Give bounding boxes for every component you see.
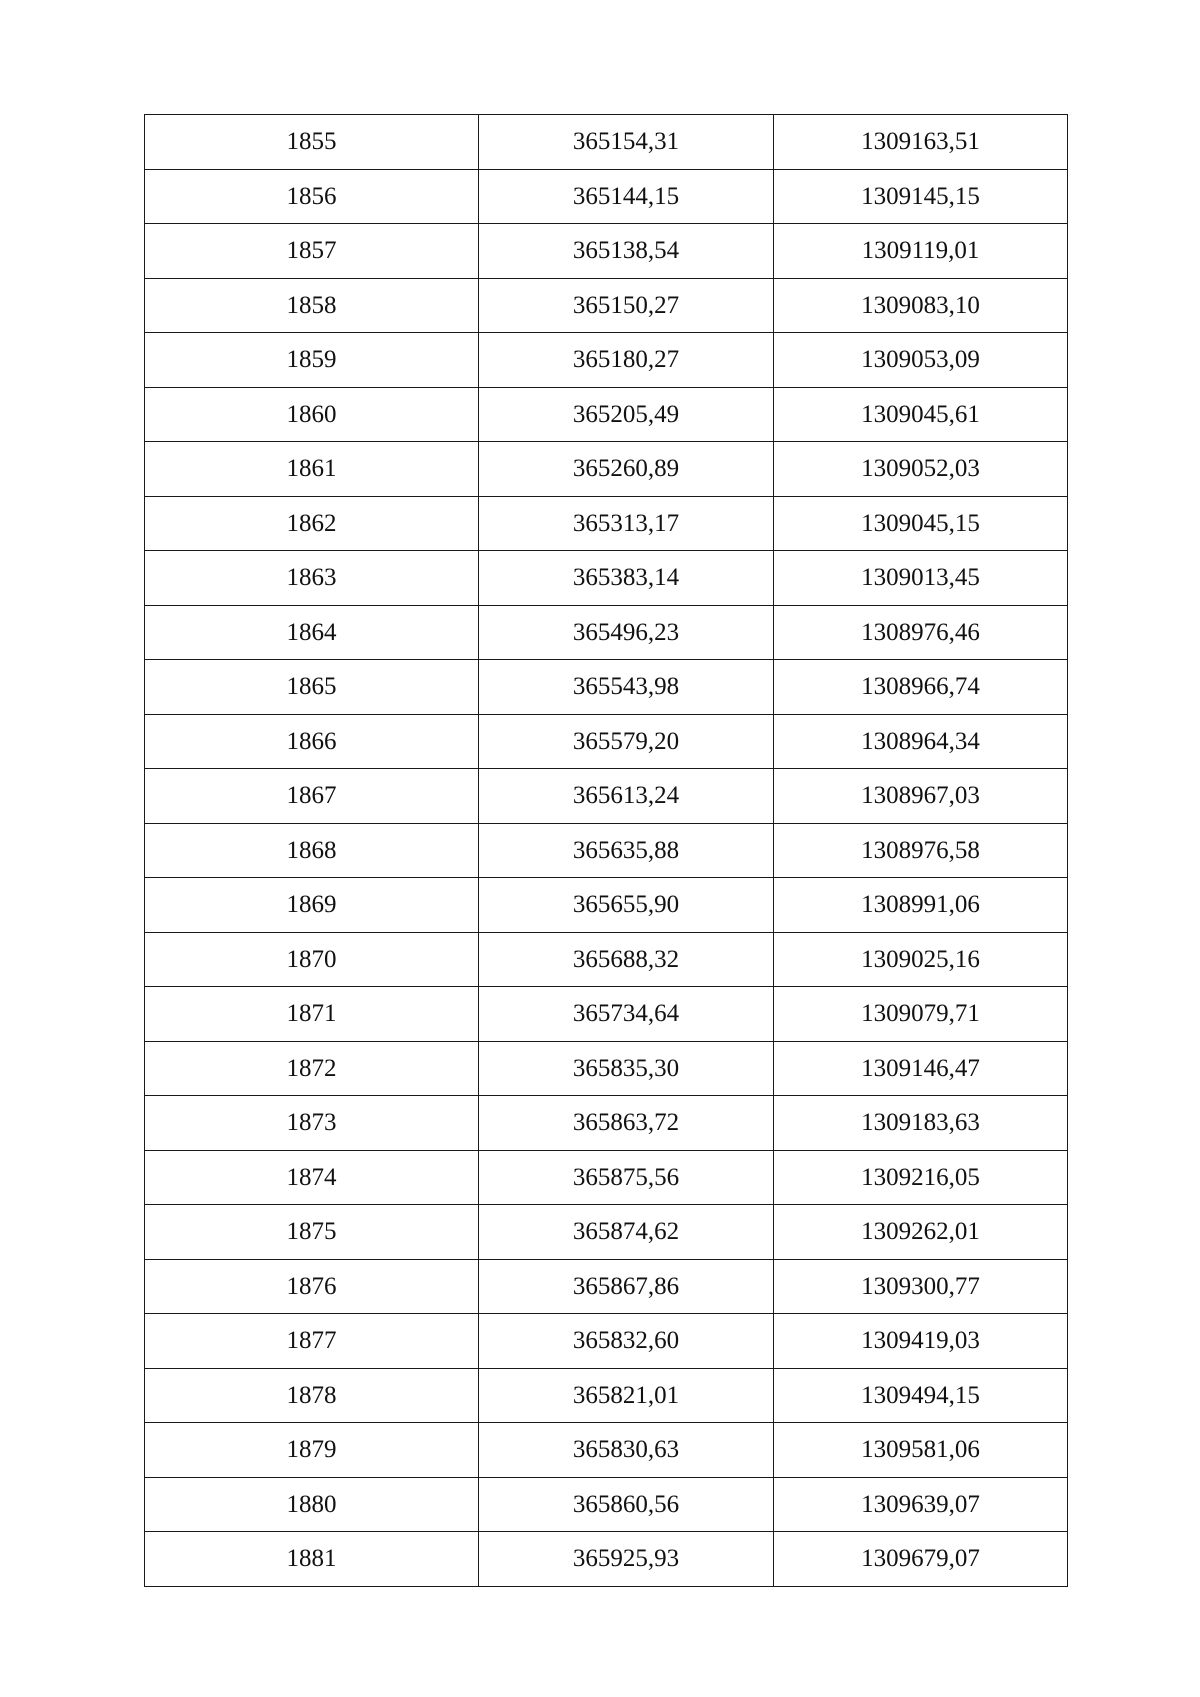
x-coordinate-cell: 365150,27 xyxy=(479,278,774,333)
x-coordinate-cell: 365313,17 xyxy=(479,496,774,551)
table-row xyxy=(145,1368,1068,1423)
x-coordinate-cell: 365144,15 xyxy=(479,169,774,224)
y-coordinate-cell: 1309163,51 xyxy=(774,115,1068,170)
x-coordinate-cell: 365875,56 xyxy=(479,1150,774,1205)
point-number-cell: 1871 xyxy=(145,987,479,1042)
y-coordinate-cell: 1309146,47 xyxy=(774,1041,1068,1096)
y-coordinate-cell: 1308976,58 xyxy=(774,823,1068,878)
table-row xyxy=(145,551,1068,606)
point-number-cell: 1859 xyxy=(145,333,479,388)
table-row xyxy=(145,878,1068,933)
y-coordinate-cell: 1309300,77 xyxy=(774,1259,1068,1314)
x-coordinate-cell: 365138,54 xyxy=(479,224,774,279)
table-row xyxy=(145,115,1068,170)
point-number-cell: 1869 xyxy=(145,878,479,933)
x-coordinate-cell: 365688,32 xyxy=(479,932,774,987)
table-row xyxy=(145,605,1068,660)
x-coordinate-cell: 365860,56 xyxy=(479,1477,774,1532)
x-coordinate-cell: 365821,01 xyxy=(479,1368,774,1423)
point-number-cell: 1868 xyxy=(145,823,479,878)
table-row xyxy=(145,1205,1068,1260)
x-coordinate-cell: 365383,14 xyxy=(479,551,774,606)
table-row xyxy=(145,278,1068,333)
point-number-cell: 1878 xyxy=(145,1368,479,1423)
x-coordinate-cell: 365734,64 xyxy=(479,987,774,1042)
x-coordinate-cell: 365832,60 xyxy=(479,1314,774,1369)
table-row xyxy=(145,660,1068,715)
coordinates-table xyxy=(144,114,1068,1587)
point-number-cell: 1875 xyxy=(145,1205,479,1260)
point-number-cell: 1862 xyxy=(145,496,479,551)
x-coordinate-cell: 365543,98 xyxy=(479,660,774,715)
y-coordinate-cell: 1308991,06 xyxy=(774,878,1068,933)
x-coordinate-cell: 365579,20 xyxy=(479,714,774,769)
y-coordinate-cell: 1308976,46 xyxy=(774,605,1068,660)
y-coordinate-cell: 1309581,06 xyxy=(774,1423,1068,1478)
y-coordinate-cell: 1309083,10 xyxy=(774,278,1068,333)
point-number-cell: 1855 xyxy=(145,115,479,170)
point-number-cell: 1867 xyxy=(145,769,479,824)
table-row xyxy=(145,1423,1068,1478)
y-coordinate-cell: 1309079,71 xyxy=(774,987,1068,1042)
table-row xyxy=(145,442,1068,497)
x-coordinate-cell: 365205,49 xyxy=(479,387,774,442)
table-row xyxy=(145,169,1068,224)
y-coordinate-cell: 1309419,03 xyxy=(774,1314,1068,1369)
y-coordinate-cell: 1309053,09 xyxy=(774,333,1068,388)
x-coordinate-cell: 365180,27 xyxy=(479,333,774,388)
table-row xyxy=(145,823,1068,878)
x-coordinate-cell: 365863,72 xyxy=(479,1096,774,1151)
point-number-cell: 1863 xyxy=(145,551,479,606)
y-coordinate-cell: 1309494,15 xyxy=(774,1368,1068,1423)
x-coordinate-cell: 365925,93 xyxy=(479,1532,774,1587)
x-coordinate-cell: 365635,88 xyxy=(479,823,774,878)
table-row xyxy=(145,387,1068,442)
table-row xyxy=(145,714,1068,769)
table-row xyxy=(145,224,1068,279)
y-coordinate-cell: 1309183,63 xyxy=(774,1096,1068,1151)
table-row xyxy=(145,932,1068,987)
x-coordinate-cell: 365835,30 xyxy=(479,1041,774,1096)
point-number-cell: 1866 xyxy=(145,714,479,769)
table-row xyxy=(145,987,1068,1042)
y-coordinate-cell: 1309013,45 xyxy=(774,551,1068,606)
point-number-cell: 1873 xyxy=(145,1096,479,1151)
y-coordinate-cell: 1309145,15 xyxy=(774,169,1068,224)
point-number-cell: 1877 xyxy=(145,1314,479,1369)
y-coordinate-cell: 1309045,61 xyxy=(774,387,1068,442)
table-row xyxy=(145,1314,1068,1369)
x-coordinate-cell: 365260,89 xyxy=(479,442,774,497)
y-coordinate-cell: 1309639,07 xyxy=(774,1477,1068,1532)
y-coordinate-cell: 1309679,07 xyxy=(774,1532,1068,1587)
y-coordinate-cell: 1309052,03 xyxy=(774,442,1068,497)
table-row xyxy=(145,1477,1068,1532)
y-coordinate-cell: 1309119,01 xyxy=(774,224,1068,279)
x-coordinate-cell: 365867,86 xyxy=(479,1259,774,1314)
x-coordinate-cell: 365655,90 xyxy=(479,878,774,933)
table-row xyxy=(145,496,1068,551)
table-row xyxy=(145,1259,1068,1314)
point-number-cell: 1861 xyxy=(145,442,479,497)
x-coordinate-cell: 365830,63 xyxy=(479,1423,774,1478)
table-row xyxy=(145,1096,1068,1151)
x-coordinate-cell: 365154,31 xyxy=(479,115,774,170)
x-coordinate-cell: 365613,24 xyxy=(479,769,774,824)
point-number-cell: 1857 xyxy=(145,224,479,279)
table-row xyxy=(145,769,1068,824)
y-coordinate-cell: 1309262,01 xyxy=(774,1205,1068,1260)
point-number-cell: 1860 xyxy=(145,387,479,442)
point-number-cell: 1876 xyxy=(145,1259,479,1314)
point-number-cell: 1865 xyxy=(145,660,479,715)
table-row xyxy=(145,1150,1068,1205)
point-number-cell: 1881 xyxy=(145,1532,479,1587)
y-coordinate-cell: 1309045,15 xyxy=(774,496,1068,551)
point-number-cell: 1858 xyxy=(145,278,479,333)
table-row xyxy=(145,1532,1068,1587)
point-number-cell: 1879 xyxy=(145,1423,479,1478)
coordinates-table-body xyxy=(145,115,1068,1587)
table-row xyxy=(145,333,1068,388)
point-number-cell: 1864 xyxy=(145,605,479,660)
y-coordinate-cell: 1309025,16 xyxy=(774,932,1068,987)
x-coordinate-cell: 365496,23 xyxy=(479,605,774,660)
table-row xyxy=(145,1041,1068,1096)
y-coordinate-cell: 1308967,03 xyxy=(774,769,1068,824)
y-coordinate-cell: 1309216,05 xyxy=(774,1150,1068,1205)
point-number-cell: 1880 xyxy=(145,1477,479,1532)
x-coordinate-cell: 365874,62 xyxy=(479,1205,774,1260)
point-number-cell: 1874 xyxy=(145,1150,479,1205)
point-number-cell: 1872 xyxy=(145,1041,479,1096)
point-number-cell: 1856 xyxy=(145,169,479,224)
y-coordinate-cell: 1308966,74 xyxy=(774,660,1068,715)
y-coordinate-cell: 1308964,34 xyxy=(774,714,1068,769)
point-number-cell: 1870 xyxy=(145,932,479,987)
